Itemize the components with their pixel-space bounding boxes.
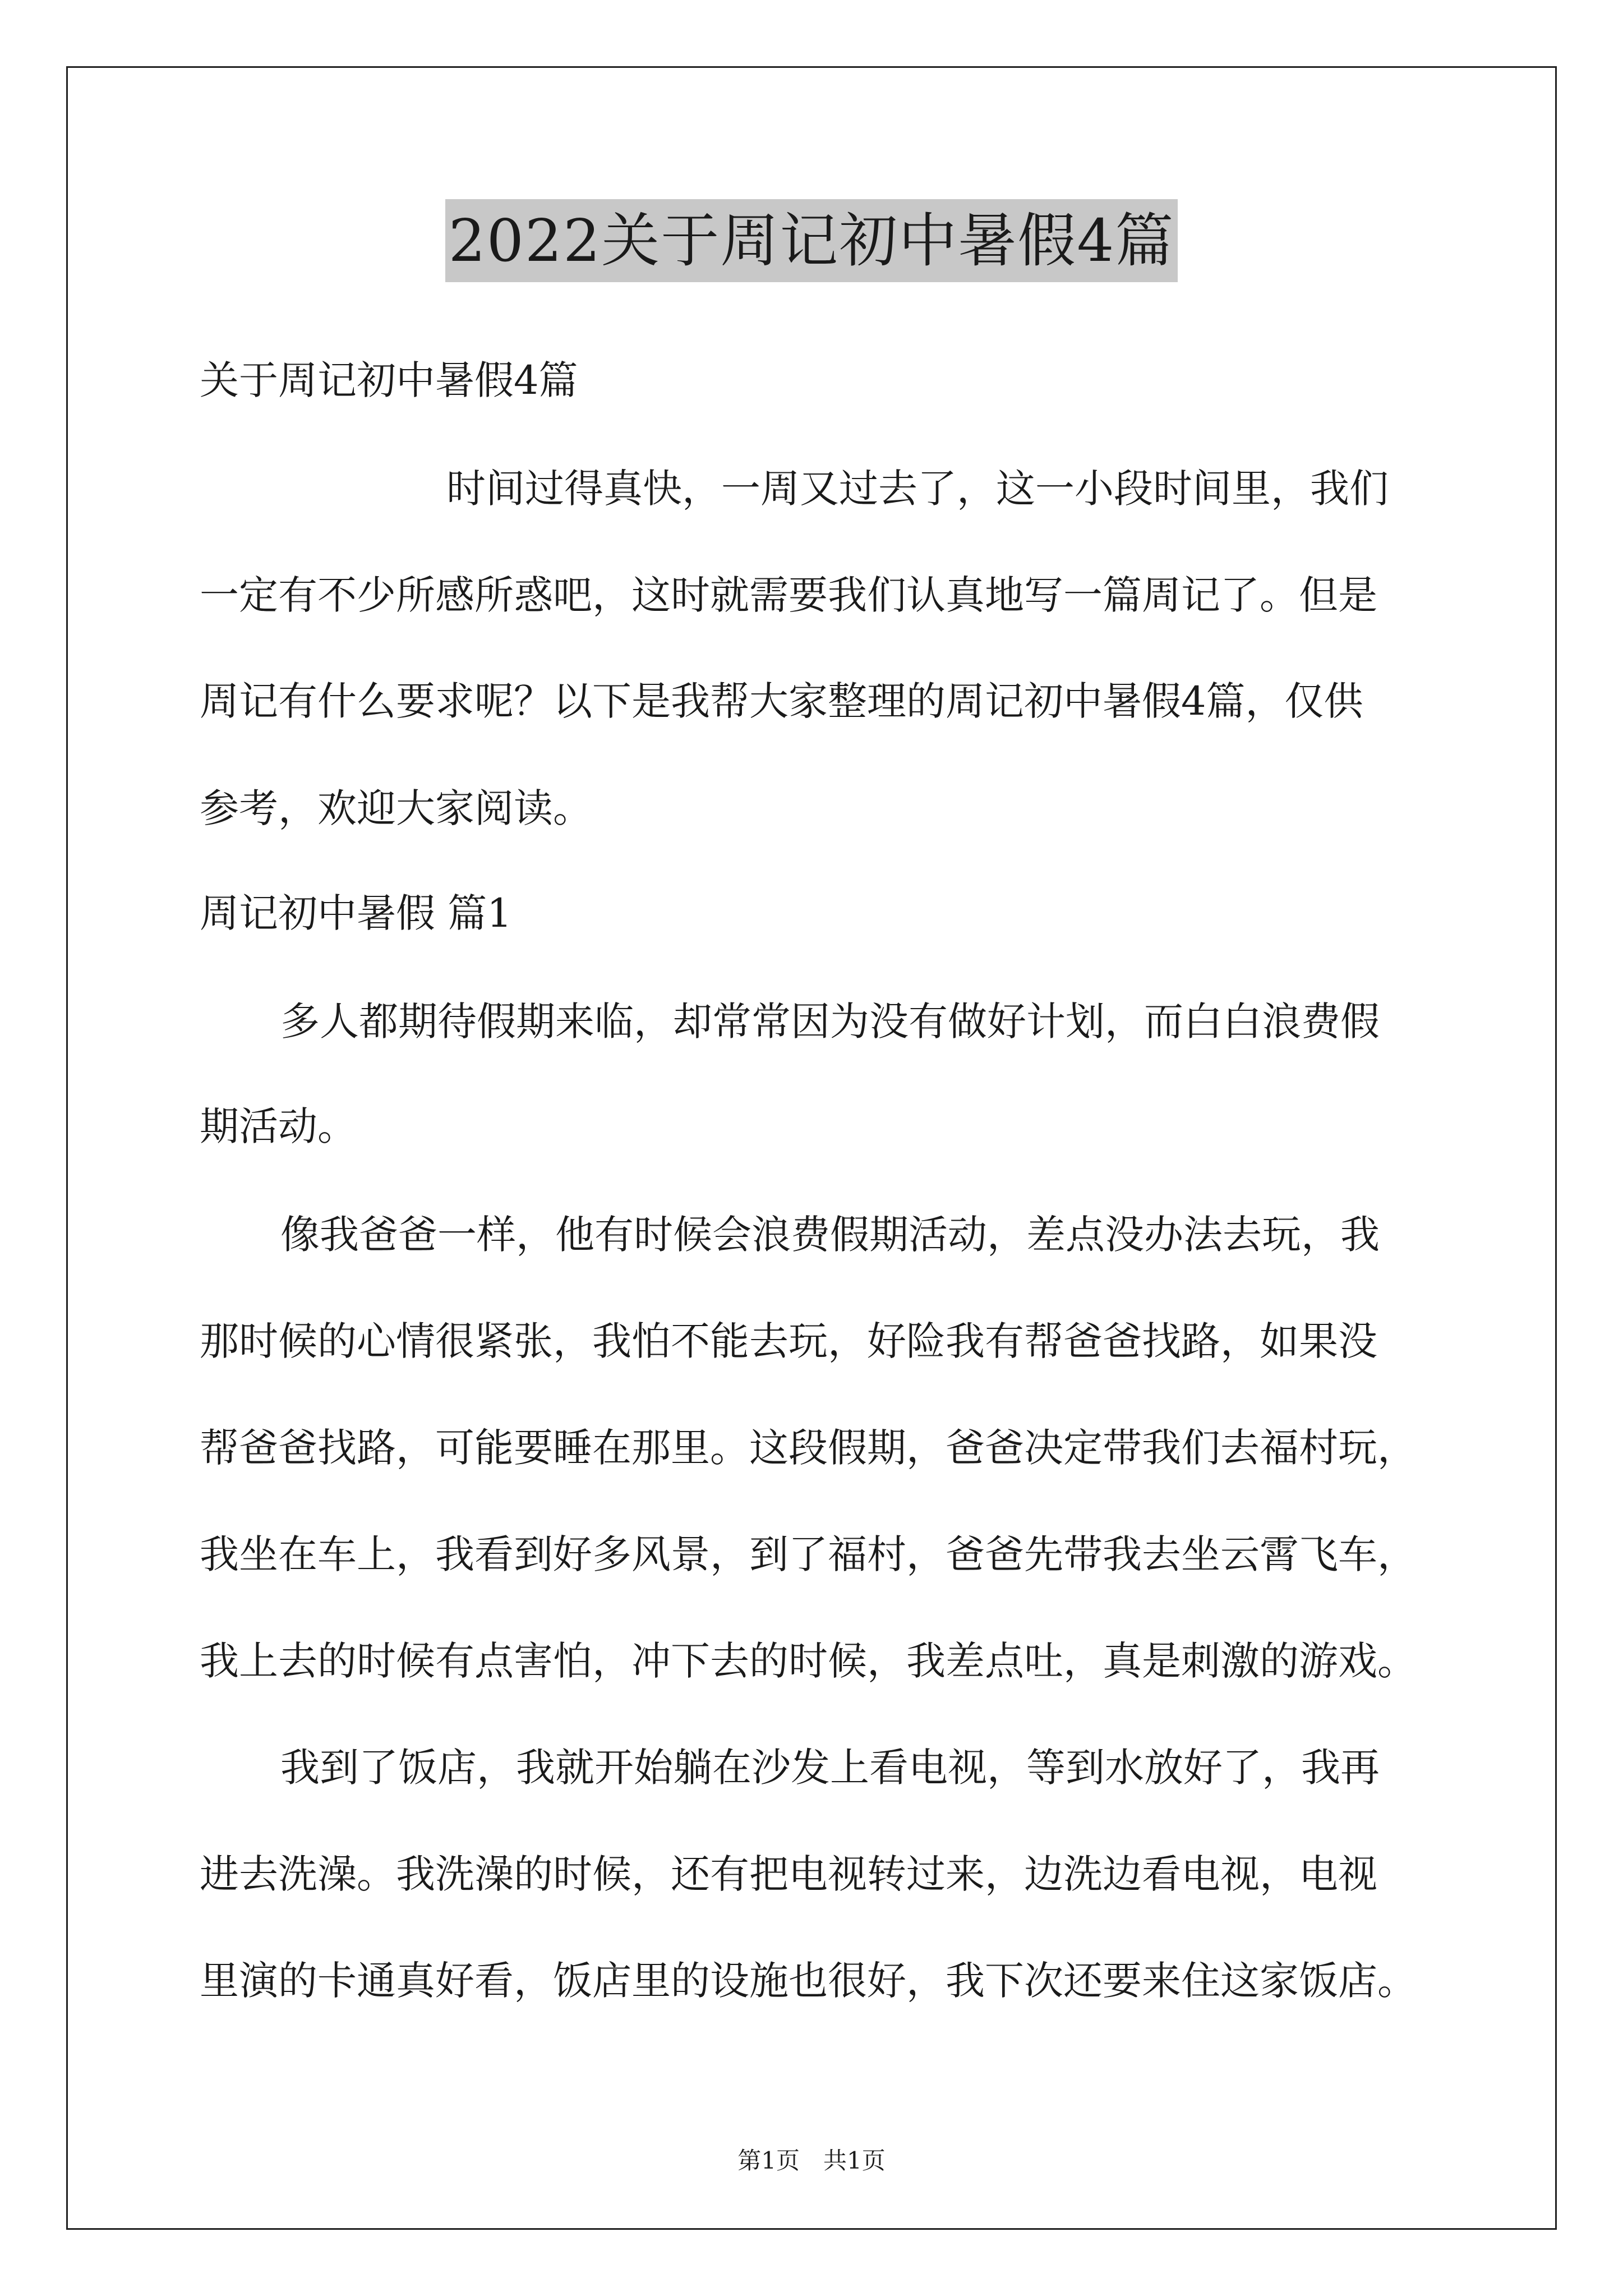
paragraph-line: 多人都期待假期来临，却常常因为没有做好计划，而白白浪费假: [280, 999, 1380, 1045]
paragraph-line: 周记有什么要求呢？以下是我帮大家整理的周记初中暑假4篇，仅供: [200, 678, 1363, 724]
paragraph-line: 期活动。: [200, 1103, 357, 1149]
page-footer: 第1页 共1页: [737, 2147, 886, 2174]
subtitle: 关于周记初中暑假4篇: [200, 357, 578, 403]
paragraph-line: 我上去的时候有点害怕，冲下去的时候，我差点吐，真是刺激的游戏。: [200, 1638, 1417, 1684]
title-container: [0, 199, 1623, 282]
paragraph-line: 进去洗澡。我洗澡的时候，还有把电视转过来，边洗边看电视，电视: [200, 1851, 1377, 1897]
paragraph-line: 帮爸爸找路，可能要睡在那里。这段假期，爸爸决定带我们去福村玩，: [200, 1425, 1417, 1471]
paragraph-line: 我到了饭店，我就开始躺在沙发上看电视，等到水放好了，我再: [280, 1745, 1380, 1791]
document-title: 2022关于周记初中暑假4篇: [445, 199, 1178, 282]
paragraph-line: 一定有不少所感所惑吧，这时就需要我们认真地写一篇周记了。但是: [200, 572, 1377, 618]
paragraph-line: 里演的卡通真好看，饭店里的设施也很好，我下次还要来住这家饭店。: [200, 1958, 1417, 2004]
section-heading: 周记初中暑假 篇1: [200, 890, 512, 936]
paragraph-line: 我坐在车上，我看到好多风景，到了福村，爸爸先带我去坐云霄飞车，: [200, 1531, 1417, 1577]
paragraph-line: 那时候的心情很紧张，我怕不能去玩，好险我有帮爸爸找路，如果没: [200, 1318, 1377, 1364]
paragraph-line: 像我爸爸一样，他有时候会浪费假期活动，差点没办法去玩，我: [280, 1212, 1380, 1258]
paragraph-line: 时间过得真快，一周又过去了，这一小段时间里，我们: [446, 466, 1389, 512]
paragraph-line: 参考，欢迎大家阅读。: [200, 785, 592, 831]
